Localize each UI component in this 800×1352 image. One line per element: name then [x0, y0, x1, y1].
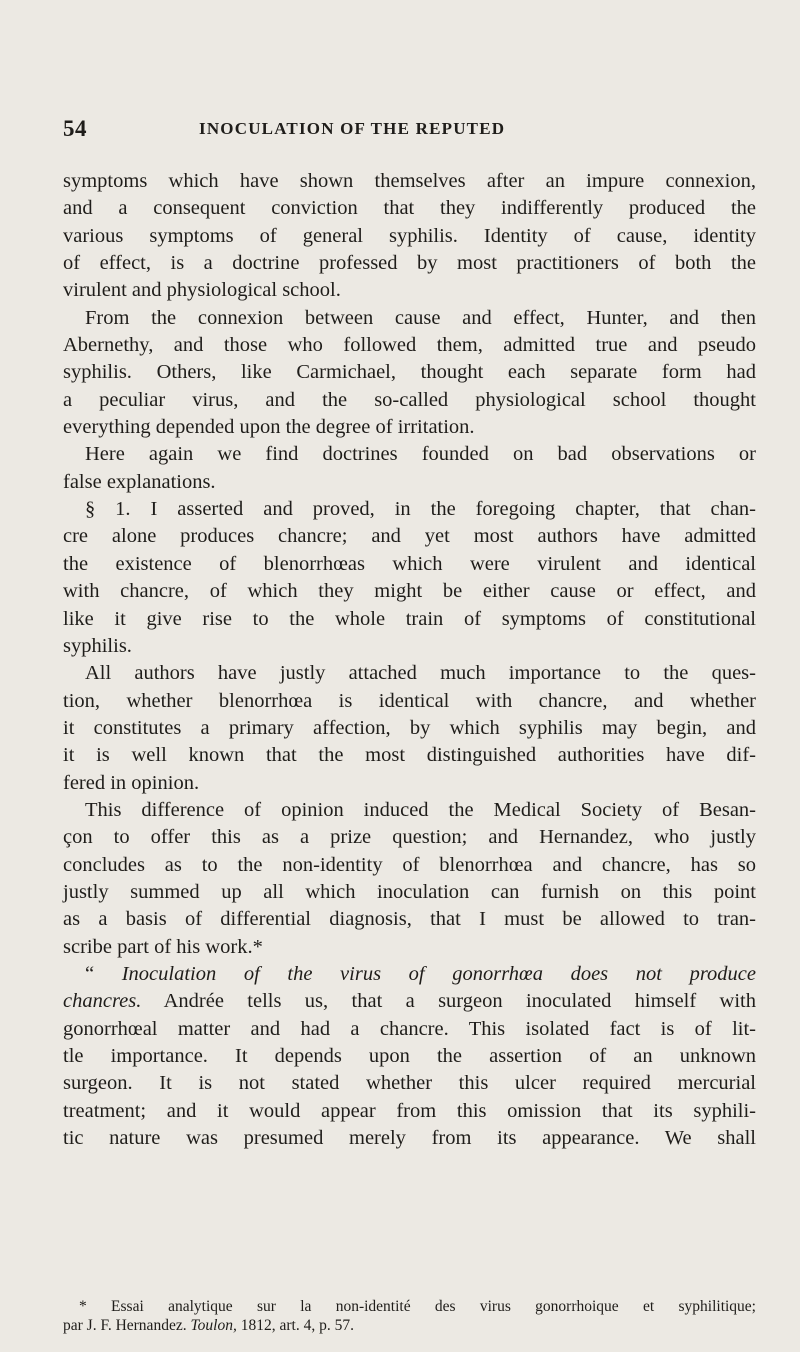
text-line: cre alone produces chancre; and yet most authors have admitted: [63, 525, 756, 548]
quote-italic-cont: chancres.: [63, 990, 142, 1013]
text-line: the existence of blenorrhœas which were virulent and identical: [63, 552, 756, 575]
text-line: surgeon. It is not stated whether this ulcer required mercurial: [63, 1072, 756, 1095]
footnote-author: par J. F. Hernandez.: [63, 1317, 191, 1334]
text-line: fered in opinion.: [63, 771, 200, 794]
text-line: various symptoms of general syphilis. Identity of cause, identity: [63, 224, 756, 247]
running-title: INOCULATION OF THE REPUTED: [199, 119, 506, 138]
quote-line: [63, 988, 756, 1015]
open-quote: “: [85, 962, 95, 985]
footnote: [63, 1297, 756, 1335]
text-line: çon to offer this as a prize question; and Hernandez, who justly: [63, 826, 756, 849]
text-line: it is well known that the most distinguished authorities have dif-: [63, 744, 756, 767]
text-line: syphilis.: [63, 634, 132, 657]
text-line: justly summed up all which inoculation can furnish on this point: [63, 880, 756, 903]
footnote-citation: 1812, art. 4, p. 57.: [236, 1317, 354, 1334]
text-line: symptoms which have shown themselves after an impure connexion,: [63, 170, 756, 192]
text-line: concludes as to the non-identity of blenorrhœa and chancre, has so: [63, 853, 756, 876]
text-line: Here again we find doctrines founded on bad observations or: [85, 443, 756, 466]
page-number: 54: [63, 116, 87, 141]
text-line: gonorrhœal matter and had a chancre. This isolated fact is of lit-: [63, 1017, 756, 1040]
quote-line: [63, 961, 756, 988]
text-line: § 1. I asserted and proved, in the foregoing chapter, that chan-: [85, 498, 756, 521]
text-line: scribe part of his work.*: [63, 935, 263, 958]
text-line: tle importance. It depends upon the assertion of an unknown: [63, 1045, 756, 1067]
quote-text: Andrée tells us, that a surgeon inoculated himself with: [141, 990, 756, 1013]
text-line: with chancre, of which they might be either cause or effect, and: [63, 580, 756, 603]
text-line: All authors have justly attached much importance to the ques-: [85, 662, 756, 685]
quote-italic: Inoculation of the virus of gonorrhœa does not produce: [121, 962, 756, 985]
text-line: as a basis of differential diagnosis, that I must be allowed to tran-: [63, 908, 756, 931]
text-line: virulent and physiological school.: [63, 279, 341, 302]
text-line: This difference of opinion induced the Medical Society of Besan-: [85, 798, 756, 821]
text-line: tic nature was presumed merely from its appearance. We shall: [63, 1127, 756, 1150]
footnote-line: * Essai analytique sur la non-identité des virus gonorrhoique et syphilitique;: [79, 1298, 756, 1315]
text-line: a peculiar virus, and the so-called physiological school thought: [63, 388, 756, 411]
text-line: of effect, is a doctrine professed by most practitioners of both the: [63, 252, 756, 275]
footnote-line: [63, 1316, 756, 1335]
text-line: everything depended upon the degree of irritation.: [63, 416, 475, 439]
text-line: and a consequent conviction that they indifferently produced the: [63, 197, 756, 220]
text-line: treatment; and it would appear from this omission that its syphili-: [63, 1099, 756, 1122]
text-line: Abernethy, and those who followed them, admitted true and pseudo: [63, 334, 756, 357]
body-text: [63, 168, 756, 1152]
text-line: tion, whether blenorrhœa is identical with chancre, and whether: [63, 689, 756, 712]
text-line: From the connexion between cause and effect, Hunter, and then: [85, 306, 756, 329]
running-head: [63, 116, 753, 146]
text-line: like it give rise to the whole train of symptoms of constitutional: [63, 607, 756, 630]
footnote-place: Toulon,: [190, 1317, 237, 1334]
text-line: syphilis. Others, like Carmichael, thought each separate form had: [63, 361, 756, 384]
text-line: false explanations.: [63, 470, 216, 493]
text-line: it constitutes a primary affection, by which syphilis may begin, and: [63, 716, 756, 739]
